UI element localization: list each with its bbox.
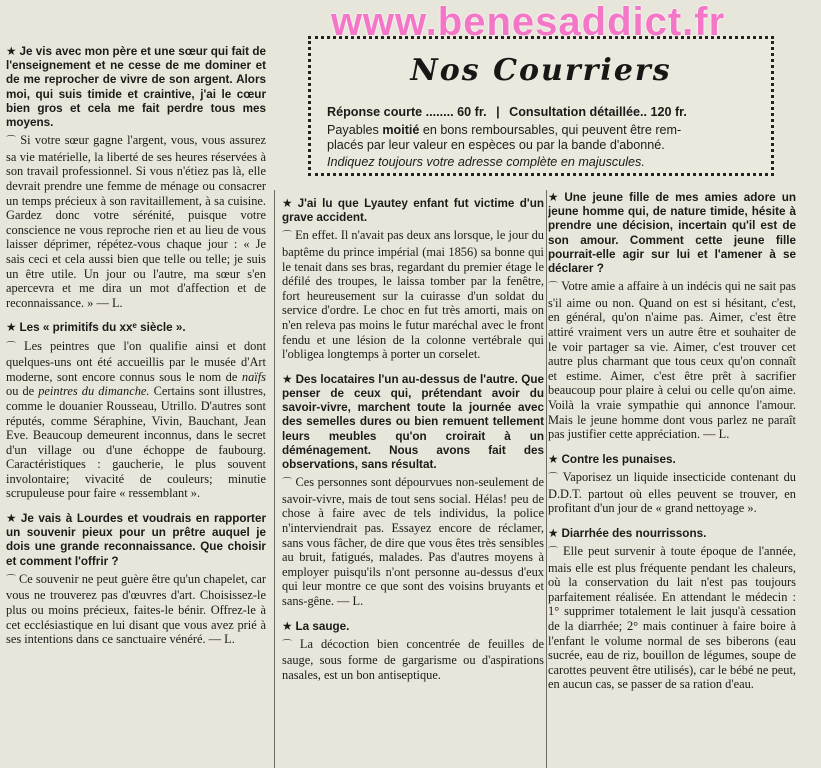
star-icon: ★: [282, 618, 293, 633]
star-icon: ★: [282, 371, 293, 386]
question-punaises: ★ Contre les punaises.: [548, 451, 676, 466]
star-icon: ★: [282, 196, 295, 210]
star-icon: ★: [548, 451, 559, 466]
column-left: [6, 44, 266, 768]
answer-mark-icon: ⌒: [6, 341, 22, 353]
star-icon: ★: [6, 511, 18, 526]
answer-mark-icon: ⌒: [282, 231, 293, 243]
payment-line-2: placés par leur valeur en espèces ou par la bande d'abonné.: [327, 138, 665, 152]
answer-primitifs: ⌒ Les peintres que l'on qualifie ainsi et dont quelques-uns ont été accueillis par le musée d'Art moderne, sont encore connus sous le nom de naïfs ou de peintres du dimanche. Certains sont illustres, comme le douanier Rousseau, Utrillo. D'autres sont réputés, comme Séraphine, Vivin, Bauchant, Jean Eve. Beaucoup demeurent inconnus, dans le secret d'un village ou d'une échoppe de faubourg. Caractéristiques : gaucherie, le plus souvent involontaire; vivacité de couleurs; minutie scrupuleuse pour faire « ressemblant ».: [6, 338, 266, 501]
question-lourdes: ★ Je vais à Lourdes et voudrais en rapporter un souvenir pieux pour un prêtre auquel je dois une grande reconnaissance. Que choisir et comment l'offrir ?: [6, 511, 266, 568]
column-divider: [274, 190, 275, 768]
site-watermark: www.benesaddict.fr: [330, 0, 726, 44]
answer-lourdes: ⌒ Ce souvenir ne peut guère être qu'un chapelet, car vous ne trouverez pas d'œuvres d'art. Choisissez-le plus ou moins précieux, faites-le bénir. Offrez-le à cet ecclésiastique en lui disant que vous avez prié à ses intentions dans ce sanctuaire vénéré. — L.: [6, 571, 266, 647]
answer-locataires: ⌒ Ces personnes sont dépourvues non-seulement de savoir-vivre, mais de tout sens social. Hélas! peu de chose à faire avec de tels individus, la police n'interviendrait pas. Essayez encore de réclamer, sans vous fâcher, de dire que vous êtes très sensibles au bruit, fatigués, malades. Pas d'autres moyens à employer puisqu'ils n'ont personne au-dessus d'eux qui leur montre ce que sont des voisins bruyants et sans-gêne. — L.: [282, 475, 544, 608]
answer-mark-icon: ⌒: [6, 574, 17, 586]
column-right: [548, 190, 796, 768]
answer-diarrhee: ⌒ Elle peut survenir à toute époque de l'année, mais elle est plus fréquente pendant les chaleurs, où la conservation du lait n'est pas toujours parfaitement réalisée. En attendant le médecin : 1° supprimer totalement le lait jusqu'à cessation de la diarrhée; 2° mais continuer à faire boire à l'enfant le volume normal de ses biberons (eau sucrée, eau de riz, bouillon de légumes, soupe de carottes peuvent être utilisés), car le bébé ne peut, en aucun cas, se passer de sa ration d'eau.: [548, 543, 796, 692]
star-icon: ★: [548, 190, 562, 204]
star-icon: ★: [6, 320, 17, 335]
question-diarrhee: ★ Diarrhée des nourrissons.: [548, 525, 707, 540]
answer-lyautey: ⌒ En effet. Il n'avait pas deux ans lorsque, le jour du baptême du prince impérial (mai 1856) sa bonne qui le tenait dans ses bras, regardant du premier étage le défilé des troupes, le laissa tomber par la fenêtre, fort heureusement sur la cuirasse d'un soldat du service d'ordre. Le choc en fut très amorti, mais on n'en releva pas moins le futur maréchal avec le front fendu et une lésion de la colonne vertébrale qui l'obligea longtemps à porter un corselet.: [282, 228, 544, 362]
answer-mark-icon: ⌒: [6, 136, 18, 148]
answer-mark-icon: ⌒: [548, 282, 559, 294]
star-icon: ★: [548, 525, 559, 540]
question-jeune-fille: ★ Une jeune fille de mes amies adore un jeune homme qui, de nature timide, hésite à prendre une décision, incertain qu'il est de son amour. Comment cette jeune fille pourrait-elle agir sur lui et l'amener à se déclarer ?: [548, 190, 796, 276]
question-locataires: ★ Des locataires l'un au-dessus de l'autre. Que penser de ceux qui, prétendant avoir du savoir-vivre, marchent toute la journée avec des semelles dures ou bien remuent tellement leurs meubles qu'on croirait à un déménagement. Nous avons fait des observations, sans résultat.: [282, 371, 544, 471]
address-line: Indiquez toujours votre adresse complète en majuscules.: [327, 155, 645, 169]
box-title: Nos Courriers: [410, 53, 672, 88]
answer-mark-icon: ⌒: [548, 472, 560, 484]
answer-mark-icon: ⌒: [548, 546, 561, 558]
answer-mark-icon: ⌒: [282, 478, 293, 490]
column-divider: [546, 190, 547, 768]
star-icon: ★: [6, 44, 17, 58]
payment-line-1: Payables moitié en bons remboursables, qui peuvent être rem-: [327, 123, 682, 137]
question-primitifs: ★ Les « primitifs du xxᵉ siècle ».: [6, 320, 186, 335]
answer-jeune-fille: ⌒ Votre amie a affaire à un indécis qui ne sait pas s'il aime ou non. Quand on est si hésitant, c'est, en général, qu'on n'aime pas. Aimer, c'est être attiré vraiment vers un autre être et souhaiter de le voir partager sa vie. Aimer, c'est trouver cet autre plus charmant que tous ceux qu'on connaît et estime. Aimer, c'est être prêt à sacrifier beaucoup pour plaire à celui ou celle qu'on aime. Voilà la vraie sympathie qui annonce l'amour. Mais le jeune homme dont vous parlez ne paraît pas justifier cette appréciation. — L.: [548, 279, 796, 442]
answer-punaises: ⌒ Vaporisez un liquide insecticide contenant du D.D.T. partout où elles peuvent se trouver, en profitant d'un jour de « grand nettoyage ».: [548, 469, 796, 516]
rates-box: [308, 36, 774, 176]
answer-sauge: ⌒ La décoction bien concentrée de feuilles de sauge, sous forme de gargarisme ou d'aspirations nasales, est un bon antiseptique.: [282, 636, 544, 682]
question-sauge: ★ La sauge.: [282, 618, 350, 633]
question-lyautey: ★ J'ai lu que Lyautey enfant fut victime d'un grave accident.: [282, 196, 544, 225]
answer-mark-icon: ⌒: [282, 639, 297, 651]
question-sister: ★ Je vis avec mon père et une sœur qui fait de l'enseignement et ne cesse de me dominer et de me reprocher de vivre de son argent. Alors moi, qui suis timide et craintive, j'ai le cœur bien gros et cela me fait perdre tous mes moyens.: [6, 44, 266, 130]
column-middle: [282, 196, 544, 768]
answer-sister: ⌒ Si votre sœur gagne l'argent, vous, vous assurez sa vie matérielle, la liberté de ses heures réservées à son travail professionnel. Si vous n'étiez pas là, elle devrait prendre une femme de ménage ou consacrer un temps précieux à son ravitaillement, à sa cuisine. Gardez donc votre sérénité, puisque votre conscience ne vous reproche rien et au lieu de vous laisser déprimer, répétez-vous chaque jour : « Je sais ceci et cela aussi bien que telle ou telle; je suis un être utile. Un jour ou l'autre, ma sœur s'en apercevra et me dira un mot d'affection et de reconnaissance. » — L.: [6, 133, 266, 310]
rates-line: Réponse courte ........ 60 fr. | Consultation détaillée.. 120 fr.: [327, 105, 687, 119]
